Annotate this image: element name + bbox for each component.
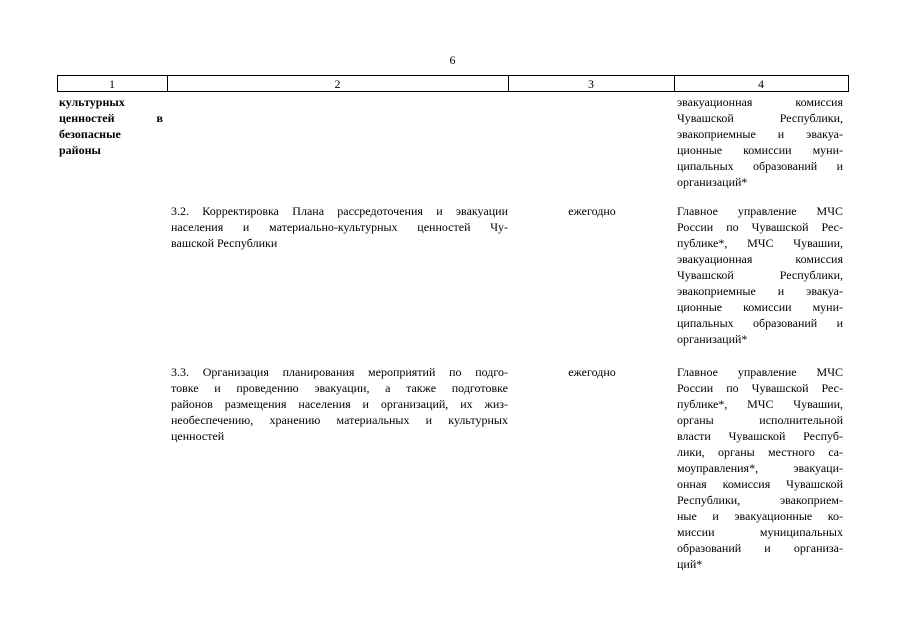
text-line: онная комиссия Чувашской [677, 477, 843, 491]
text-line: органы исполнительной [677, 413, 843, 427]
text-line: культурных [59, 95, 125, 109]
text-line: России по Чувашской Рес- [677, 220, 843, 234]
row-3-2-deadline: ежегодно [568, 204, 616, 218]
text-line: Главное управление МЧС [677, 204, 843, 218]
text-line: ные и эвакуационные ко- [677, 509, 843, 523]
text-line: ценностей [171, 429, 225, 443]
text-line: России по Чувашской Рес- [677, 381, 843, 395]
text-line: лики, органы местного са- [677, 445, 843, 459]
row-3-3-deadline: ежегодно [568, 365, 616, 379]
text-line: власти Чувашской Респуб- [677, 429, 843, 443]
text-line: миссии муниципальных [677, 525, 843, 539]
text-line: эвакоприемные и эвакуа- [677, 127, 843, 141]
text-line: организаций* [677, 175, 748, 189]
text-line: эвакуационная комиссия [677, 252, 843, 266]
row-3-3-measure [171, 364, 508, 444]
text-line: публике*, МЧС Чувашии, [677, 236, 843, 250]
row-3-3-executors [677, 364, 843, 572]
row-3-2-executors [677, 203, 843, 347]
row-title-continuation [59, 94, 163, 158]
text-line: ценностей в [59, 111, 163, 125]
text-line: эвакоприемные и эвакуа- [677, 284, 843, 298]
text-line: эвакуационная комиссия [677, 95, 843, 109]
header-col-1: 1 [109, 77, 115, 91]
text-line: ципальных образований и [677, 159, 843, 173]
text-line: районы [59, 143, 101, 157]
text-line: Главное управление МЧС [677, 365, 843, 379]
text-line: населения и материально-культурных ценностей Чу- [171, 220, 508, 234]
header-col-4: 4 [758, 77, 764, 91]
text-line: 3.2. Корректировка Плана рассредоточения и эвакуации [171, 204, 508, 218]
text-line: вашской Республики [171, 236, 278, 250]
text-line: ций* [677, 557, 703, 571]
text-line: необеспечению, хранению материальных и культурных [171, 413, 508, 427]
text-line: ционные комиссии муни- [677, 143, 843, 157]
text-line: образований и организа- [677, 541, 843, 555]
text-line: моуправления*, эвакуаци- [677, 461, 843, 475]
text-line: организаций* [677, 332, 748, 346]
header-col-3: 3 [588, 77, 594, 91]
text-line: районов размещения населения и организаций, их жиз- [171, 397, 508, 411]
text-line: публике*, МЧС Чувашии, [677, 397, 843, 411]
text-line: товке и проведению эвакуации, а также подготовке [171, 381, 508, 395]
row-3-2-measure [171, 203, 508, 251]
text-line: Республики, эвакоприем- [677, 493, 843, 507]
page-number: 6 [449, 53, 456, 67]
text-line: 3.3. Организация планирования мероприятий по подго- [171, 365, 508, 379]
text-line: ципальных образований и [677, 316, 843, 330]
header-divider [848, 75, 849, 92]
text-line: Чувашской Республики, [677, 111, 843, 125]
text-line: безопасные [59, 127, 121, 141]
text-line: ционные комиссии муни- [677, 300, 843, 314]
header-col-2: 2 [334, 77, 341, 91]
row0-executors [677, 94, 843, 190]
text-line: Чувашской Республики, [677, 268, 843, 282]
